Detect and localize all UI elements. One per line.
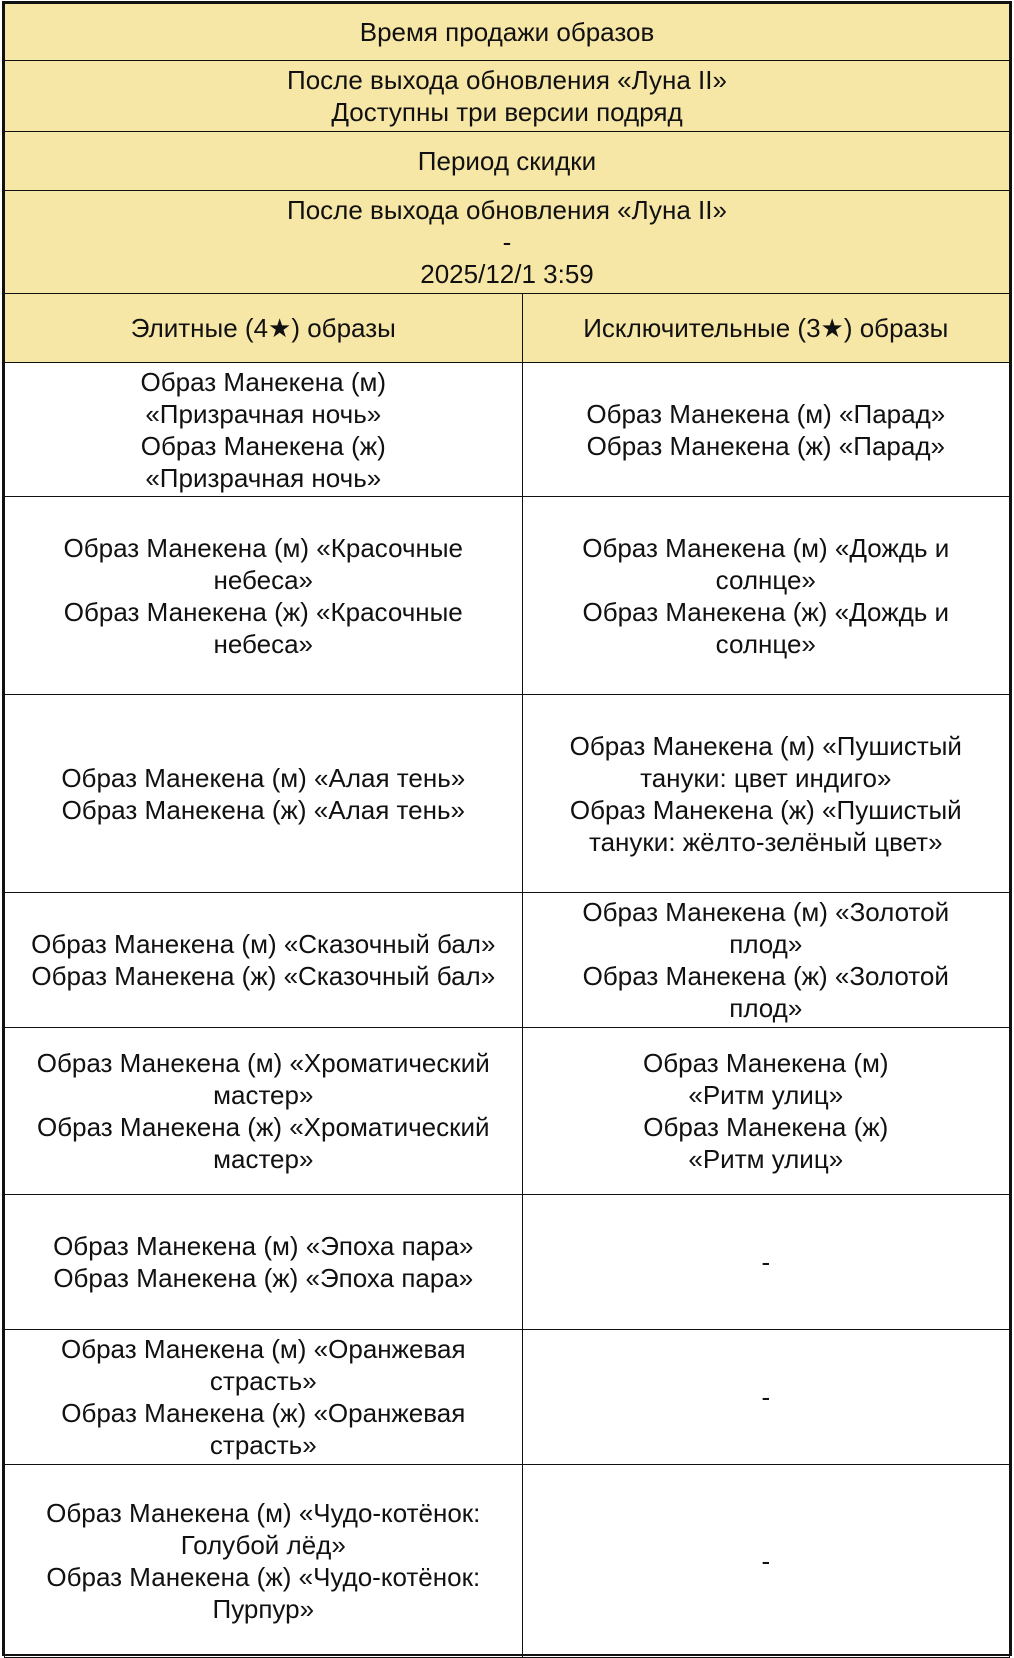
sale-time-title: Время продажи образов [5,4,1010,61]
column-header-elite: Элитные (4★) образы [5,294,523,363]
discount-title-row [5,132,1010,191]
exclusive-outfit-cell: Образ Манекена (м) «Золотой плод» Образ Манекена (ж) «Золотой плод» [522,893,1009,1028]
discount-period-value: После выхода обновления «Луна II» - 2025/12/1 3:59 [5,191,1010,294]
elite-outfit-cell: Образ Манекена (м) «Сказочный бал» Образ Манекена (ж) «Сказочный бал» [5,893,523,1028]
table-row [5,363,1010,497]
discount-value-row [5,191,1010,294]
discount-period-title: Период скидки [5,132,1010,191]
column-header-row [5,294,1010,363]
table-row [5,1195,1010,1330]
exclusive-outfit-cell: Образ Манекена (м) «Парад» Образ Манекена (ж) «Парад» [522,363,1009,497]
table-row [5,497,1010,695]
elite-outfit-cell: Образ Манекена (м) «Алая тень» Образ Манекена (ж) «Алая тень» [5,695,523,893]
table-row [5,1465,1010,1658]
sale-time-value: После выхода обновления «Луна II» Доступны три версии подряд [5,61,1010,132]
outfit-sale-table-container [2,1,1012,1656]
elite-outfit-cell: Образ Манекена (м) «Призрачная ночь» Образ Манекена (ж) «Призрачная ночь» [5,363,523,497]
column-header-exclusive: Исключительные (3★) образы [522,294,1009,363]
sale-time-title-row [5,4,1010,61]
table-row [5,893,1010,1028]
exclusive-outfit-cell: - [522,1465,1009,1658]
elite-outfit-cell: Образ Манекена (м) «Оранжевая страсть» Образ Манекена (ж) «Оранжевая страсть» [5,1330,523,1465]
elite-outfit-cell: Образ Манекена (м) «Хроматический мастер» Образ Манекена (ж) «Хроматический мастер» [5,1028,523,1195]
table-row [5,695,1010,893]
elite-outfit-cell: Образ Манекена (м) «Красочные небеса» Образ Манекена (ж) «Красочные небеса» [5,497,523,695]
table-row [5,1330,1010,1465]
exclusive-outfit-cell: - [522,1330,1009,1465]
exclusive-outfit-cell: - [522,1195,1009,1330]
elite-outfit-cell: Образ Манекена (м) «Эпоха пара» Образ Манекена (ж) «Эпоха пара» [5,1195,523,1330]
exclusive-outfit-cell: Образ Манекена (м) «Ритм улиц» Образ Манекена (ж) «Ритм улиц» [522,1028,1009,1195]
table-row [5,1028,1010,1195]
exclusive-outfit-cell: Образ Манекена (м) «Пушистый тануки: цвет индиго» Образ Манекена (ж) «Пушистый тануки: жёлто-зелёный цвет» [522,695,1009,893]
exclusive-outfit-cell: Образ Манекена (м) «Дождь и солнце» Образ Манекена (ж) «Дождь и солнце» [522,497,1009,695]
sale-time-value-row [5,61,1010,132]
outfit-sale-table [4,3,1010,1658]
elite-outfit-cell: Образ Манекена (м) «Чудо-котёнок: Голубой лёд» Образ Манекена (ж) «Чудо-котёнок: Пурпур» [5,1465,523,1658]
